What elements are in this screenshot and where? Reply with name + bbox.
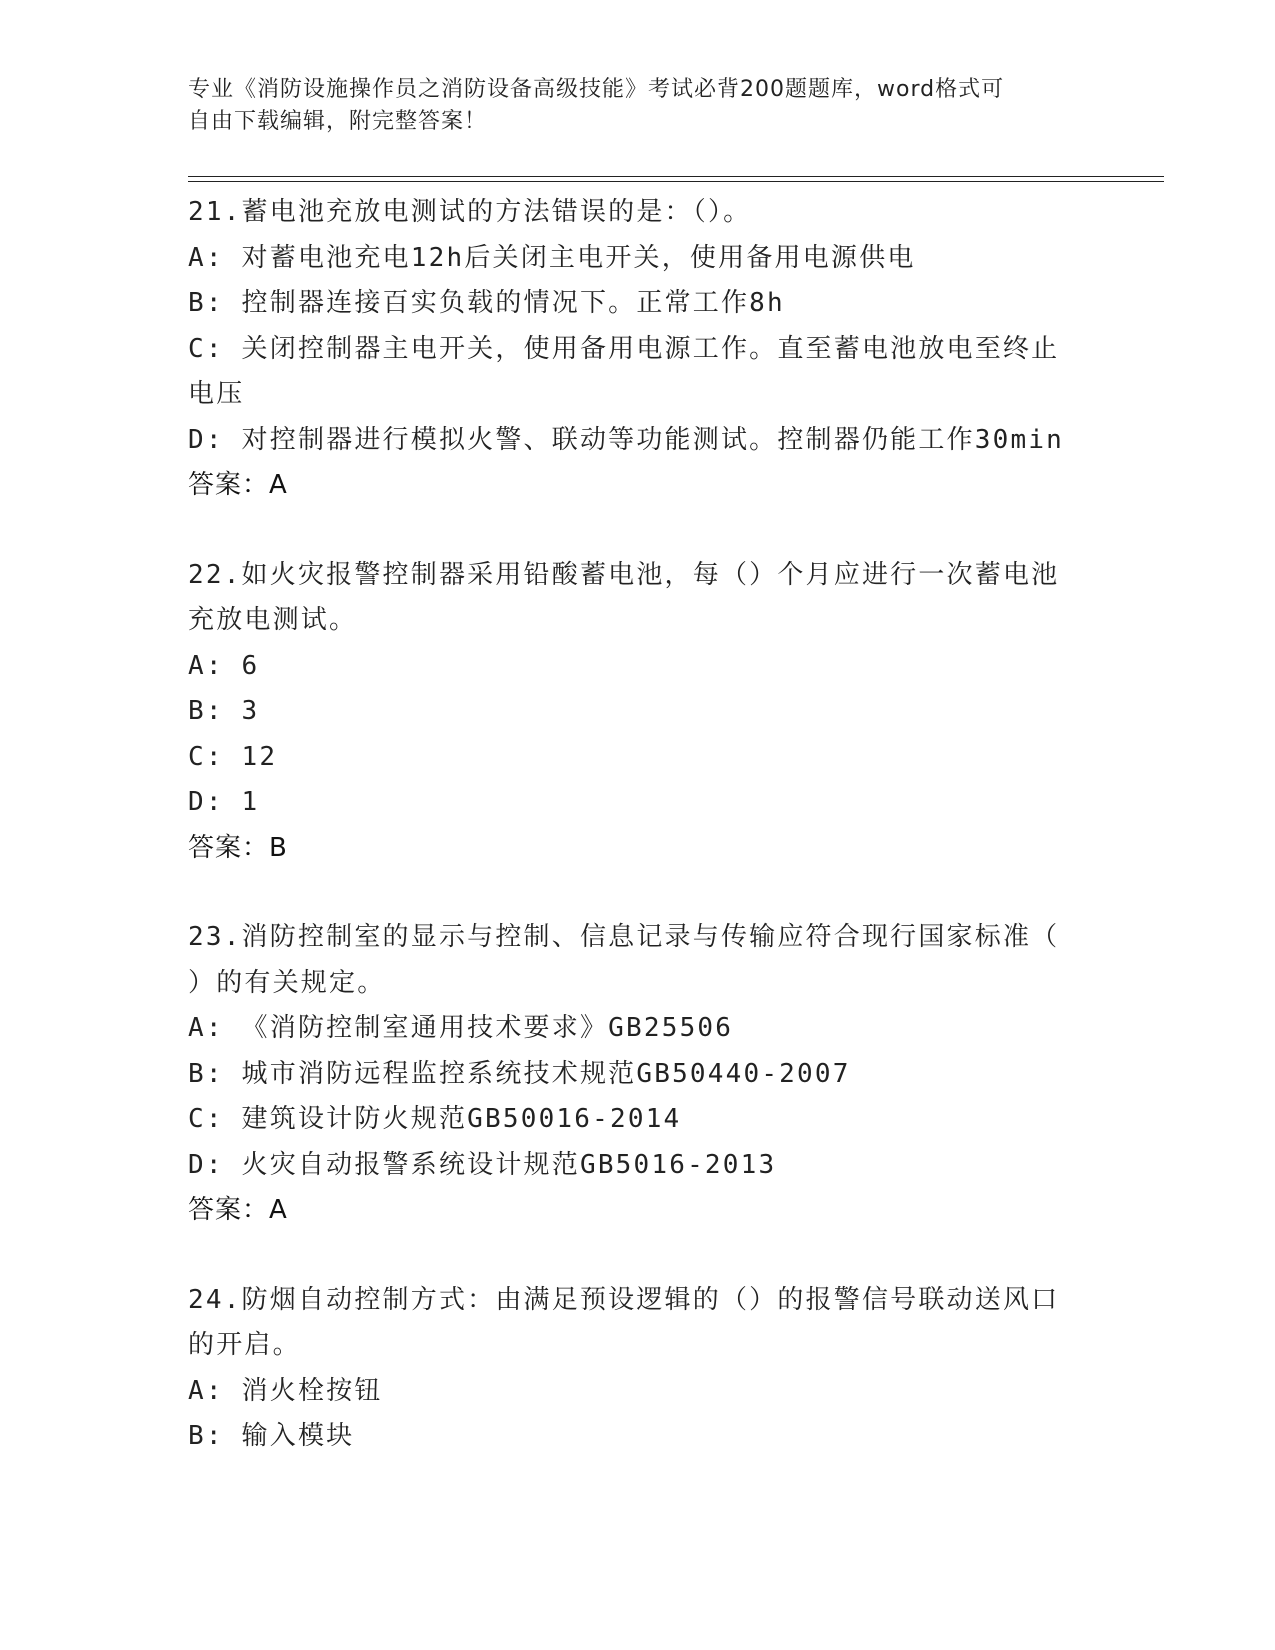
header-line-1: 专业《消防设施操作员之消防设备高级技能》考试必背200题题库，word格式可 [188, 77, 1005, 102]
question-stem-line: 的开启。 [188, 1330, 301, 1360]
document-header [188, 74, 1088, 138]
option-line: D: 1 [188, 787, 260, 817]
option-line: C: 12 [188, 741, 278, 772]
option-line: 电压 [188, 379, 245, 409]
option-line: A: 《消防控制室通用技术要求》GB25506 [188, 1013, 734, 1043]
option-line: C: 关闭控制器主电开关，使用备用电源工作。直至蓄电池放电至终止 [188, 333, 1060, 364]
question-stem-line: 23.消防控制室的显示与控制、信息记录与传输应符合现行国家标准（ [188, 922, 1060, 952]
option-line: D: 对控制器进行模拟火警、联动等功能测试。控制器仍能工作30min [188, 424, 1065, 455]
answer-value: A [269, 1195, 288, 1225]
answer-line [188, 463, 1088, 509]
option-line: B: 城市消防远程监控系统技术规范GB50440-2007 [188, 1058, 851, 1089]
header-rule-top [188, 176, 1164, 177]
option-line: D: 火灾自动报警系统设计规范GB5016-2013 [188, 1149, 777, 1180]
answer-label: 答案： [188, 470, 270, 500]
header-line-2: 自由下载编辑，附完整答案！ [188, 109, 488, 134]
header-rule-bottom [188, 181, 1164, 182]
answer-label: 答案： [188, 832, 270, 863]
question-block [188, 915, 1088, 1234]
option-line: A: 消火栓按钮 [188, 1375, 383, 1406]
answer-line [188, 1188, 1088, 1234]
question-stem-line: 22.如火灾报警控制器采用铅酸蓄电池，每（）个月应进行一次蓄电池 [188, 559, 1060, 590]
question-stem-line: 21.蓄电池充放电测试的方法错误的是：（）。 [188, 197, 752, 227]
option-line: A: 对蓄电池充电12h后关闭主电开关，使用备用电源供电 [188, 242, 916, 273]
option-line: B: 3 [188, 696, 260, 726]
question-stem-line: ）的有关规定。 [188, 967, 386, 998]
answer-value: B [269, 832, 288, 863]
question-block [188, 553, 1088, 872]
question-block [188, 1278, 1088, 1460]
question-stem-line: 24.防烟自动控制方式：由满足预设逻辑的（）的报警信号联动送风口 [188, 1284, 1060, 1315]
answer-line [188, 826, 1088, 872]
option-line: B: 输入模块 [188, 1421, 355, 1451]
question-list [188, 190, 1088, 1504]
answer-value: A [269, 470, 288, 500]
question-block [188, 190, 1088, 509]
option-line: B: 控制器连接百实负载的情况下。正常工作8h [188, 288, 785, 318]
answer-label: 答案： [188, 1195, 270, 1225]
option-line: A: 6 [188, 650, 260, 681]
question-stem-line: 充放电测试。 [188, 605, 358, 635]
option-line: C: 建筑设计防火规范GB50016-2014 [188, 1104, 682, 1134]
